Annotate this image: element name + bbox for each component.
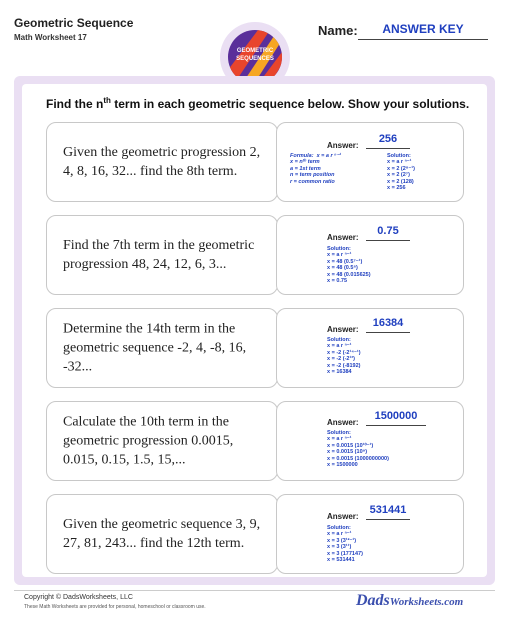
question-text-2: Find the 7th term in the geometric progression 48, 24, 12, 6, 3... xyxy=(63,238,255,272)
instructions xyxy=(46,96,469,111)
answer-box-4 xyxy=(276,401,464,481)
question-text-4: Calculate the 10th term in the geometric progression 0.0015, 0.015, 0.15, 1.5, 15,... xyxy=(63,414,234,468)
answer-label-5: Answer: xyxy=(327,512,359,521)
solution-block-2: Solution: x = a r ⁿ⁻¹ x = 48 (0.5⁷⁻¹) x = 48 (0.5⁶) x = 48 (0.015625) x = 0.75 xyxy=(327,246,371,285)
worksheet-subtitle: Math Worksheet 17 xyxy=(14,33,87,42)
answer-box-3 xyxy=(276,308,464,388)
logo-line-1: GEOMETRIC xyxy=(236,48,274,54)
brand-rest: Worksheets.com xyxy=(389,596,464,608)
question-text-1: Given the geometric progression 2, 4, 8, 16, 32... find the 8th term. xyxy=(63,145,261,179)
answer-label-4: Answer: xyxy=(327,418,359,427)
answer-label-2: Answer: xyxy=(327,233,359,242)
answer-box-2 xyxy=(276,215,464,295)
question-text-5: Given the geometric sequence 3, 9, 27, 81, 243... find the 12th term. xyxy=(63,517,261,551)
instructions-sup: th xyxy=(103,96,111,105)
answer-value-1: 256 xyxy=(378,133,398,145)
solution-block-1: Solution: x = a r ⁿ⁻¹ x = 2 (2⁸⁻¹) x = 2 (2⁷) x = 2 (128) x = 256 xyxy=(387,153,415,192)
answer-key-label: ANSWER KEY xyxy=(382,22,464,36)
formula-block-1: Formula: x = a r ⁿ⁻¹ x = nᵗʰ term a = 1st term n = term position r = common ratio xyxy=(290,153,342,185)
brand-logo[interactable] xyxy=(356,592,463,610)
solution-block-4: Solution: x = a r ⁿ⁻¹ x = 0.0015 (10¹⁰⁻¹) x = 0.0015 (10⁹) x = 0.0015 (1000000000) x = 1500000 xyxy=(327,430,389,469)
answer-line-4 xyxy=(366,425,426,426)
question-box-5 xyxy=(46,494,278,574)
brand-main: Dads xyxy=(356,592,390,609)
answer-value-5: 531441 xyxy=(369,504,407,516)
logo-text xyxy=(228,47,282,63)
answer-line-3 xyxy=(366,332,410,333)
question-box-1 xyxy=(46,122,278,202)
answer-label-1: Answer: xyxy=(327,141,359,150)
copyright-text: Copyright © DadsWorksheets, LLC xyxy=(24,594,133,601)
name-line xyxy=(358,39,488,40)
answer-label-3: Answer: xyxy=(327,325,359,334)
answer-box-5 xyxy=(276,494,464,574)
question-box-4 xyxy=(46,401,278,481)
instructions-before: Find the n xyxy=(46,97,104,111)
worksheet-title: Geometric Sequence xyxy=(14,16,134,30)
solution-block-5: Solution: x = a r ⁿ⁻¹ x = 3 (3¹²⁻¹) x = 3 (3¹¹) x = 3 (177147) x = 531441 xyxy=(327,525,363,564)
answer-value-3: 16384 xyxy=(372,317,404,329)
name-label: Name: xyxy=(318,23,358,38)
question-text-3: Determine the 14th term in the geometric sequence -2, 4, -8, 16, -32... xyxy=(63,321,247,375)
logo-line-2: SEQUENCES xyxy=(236,56,274,62)
instructions-after: term in each geometric sequence below. Show your solutions. xyxy=(110,97,470,111)
answer-line-5 xyxy=(366,519,410,520)
solution-block-3: Solution: x = a r ⁿ⁻¹ x = -2 (-2¹⁴⁻¹) x = -2 (-2¹³) x = -2 (-8192) x = 16384 xyxy=(327,337,361,376)
answer-value-4: 1500000 xyxy=(374,410,418,422)
answer-box-1 xyxy=(276,122,464,202)
answer-line-1 xyxy=(366,148,410,149)
question-box-2 xyxy=(46,215,278,295)
footer-note: These Math Worksheets are provided for personal, homeschool or classroom use. xyxy=(24,604,206,610)
question-box-3 xyxy=(46,308,278,388)
answer-line-2 xyxy=(366,240,410,241)
footer-divider xyxy=(14,590,495,591)
answer-value-2: 0.75 xyxy=(377,225,399,237)
